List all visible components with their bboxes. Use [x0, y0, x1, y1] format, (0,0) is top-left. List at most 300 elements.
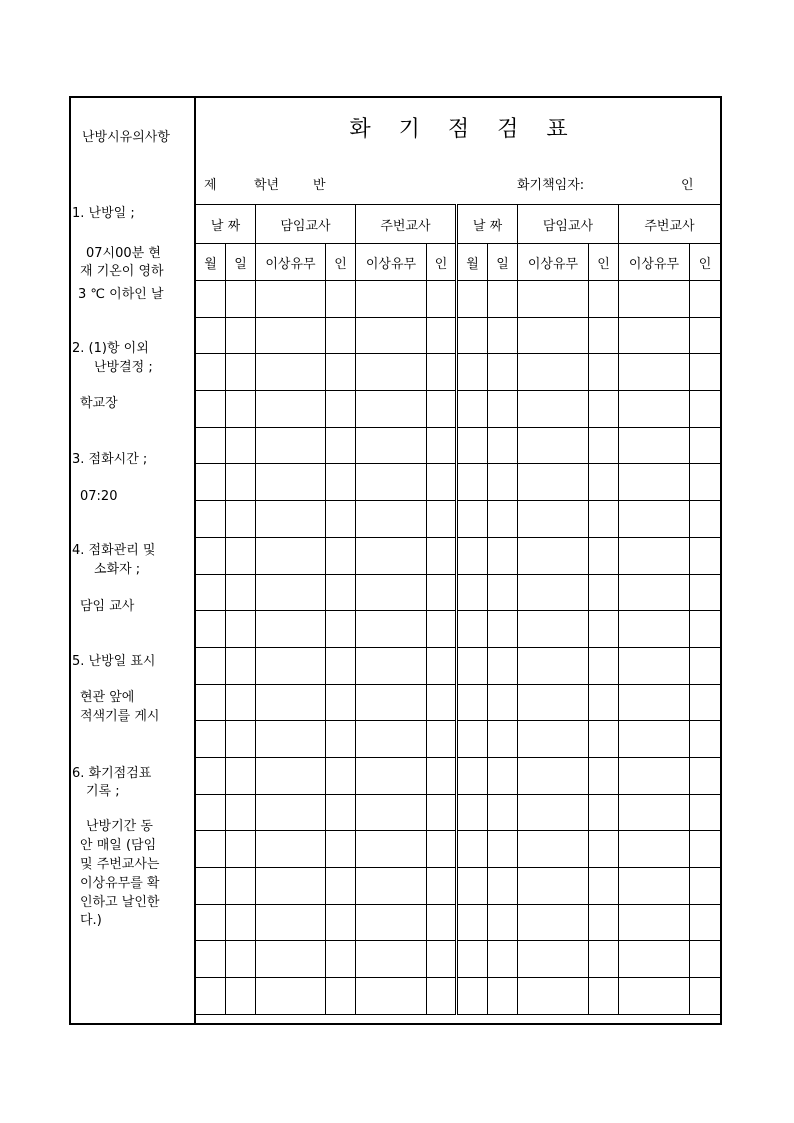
entry-cell[interactable] — [196, 941, 226, 978]
entry-cell[interactable] — [196, 721, 226, 758]
entry-cell[interactable] — [457, 978, 488, 1015]
entry-cell[interactable] — [427, 684, 457, 721]
entry-cell[interactable] — [589, 904, 619, 941]
entry-cell[interactable] — [488, 721, 518, 758]
entry-cell[interactable] — [619, 354, 690, 391]
entry-cell[interactable] — [457, 794, 488, 831]
entry-cell[interactable] — [690, 904, 721, 941]
note-line: 재 기온이 영하 — [80, 264, 164, 279]
entry-cell[interactable] — [226, 354, 256, 391]
note-line: 이상유무를 확 — [80, 876, 160, 891]
entry-cell[interactable] — [427, 464, 457, 501]
sidebar-heading: 난방시유의사항 — [82, 130, 170, 145]
entry-cell[interactable] — [457, 647, 488, 684]
entry-cell[interactable] — [427, 391, 457, 428]
table-row — [196, 941, 721, 978]
seal-header: 인 — [326, 244, 356, 281]
table-row — [196, 317, 721, 354]
entry-cell[interactable] — [518, 868, 589, 905]
entry-cell[interactable] — [226, 684, 256, 721]
entry-cell[interactable] — [326, 868, 356, 905]
entry-cell[interactable] — [457, 537, 488, 574]
entry-cell[interactable] — [356, 354, 427, 391]
entry-cell[interactable] — [256, 904, 326, 941]
entry-cell[interactable] — [226, 647, 256, 684]
entry-cell[interactable] — [488, 501, 518, 538]
entry-cell[interactable] — [356, 647, 427, 684]
entry-cell[interactable] — [690, 941, 721, 978]
entry-cell[interactable] — [196, 464, 226, 501]
entry-cell[interactable] — [619, 391, 690, 428]
entry-cell[interactable] — [196, 391, 226, 428]
entry-cell[interactable] — [326, 281, 356, 318]
entry-cell[interactable] — [690, 757, 721, 794]
entry-cell[interactable] — [427, 427, 457, 464]
entry-cell[interactable] — [326, 501, 356, 538]
entry-cell[interactable] — [226, 537, 256, 574]
entry-cell[interactable] — [196, 427, 226, 464]
entry-cell[interactable] — [488, 574, 518, 611]
entry-cell[interactable] — [488, 868, 518, 905]
entry-cell[interactable] — [427, 868, 457, 905]
note-line: 다.) — [80, 913, 102, 928]
entry-cell[interactable] — [457, 427, 488, 464]
entry-cell[interactable] — [619, 427, 690, 464]
note-line: 안 매일 (담임 — [80, 838, 157, 853]
entry-cell[interactable] — [690, 868, 721, 905]
entry-cell[interactable] — [356, 978, 427, 1015]
entry-cell[interactable] — [518, 317, 589, 354]
entry-cell[interactable] — [457, 317, 488, 354]
status-header: 이상유무 — [256, 244, 326, 281]
entry-cell[interactable] — [518, 647, 589, 684]
entry-cell[interactable] — [256, 574, 326, 611]
table-row — [196, 574, 721, 611]
entry-cell[interactable] — [256, 427, 326, 464]
entry-cell[interactable] — [518, 427, 589, 464]
entry-cell[interactable] — [589, 354, 619, 391]
entry-cell[interactable] — [690, 281, 721, 318]
entry-cell[interactable] — [518, 354, 589, 391]
entry-cell[interactable] — [326, 904, 356, 941]
entry-cell[interactable] — [326, 978, 356, 1015]
entry-cell[interactable] — [356, 757, 427, 794]
note-line: 난방결정 ; — [94, 360, 153, 375]
entry-cell[interactable] — [619, 721, 690, 758]
entry-cell[interactable] — [427, 354, 457, 391]
entry-cell[interactable] — [690, 537, 721, 574]
entry-cell[interactable] — [226, 464, 256, 501]
entry-cell[interactable] — [457, 574, 488, 611]
entry-cell[interactable] — [427, 647, 457, 684]
entry-cell[interactable] — [457, 684, 488, 721]
entry-cell[interactable] — [356, 281, 427, 318]
entry-cell[interactable] — [326, 647, 356, 684]
status-header: 이상유무 — [518, 244, 589, 281]
table-row — [196, 757, 721, 794]
entry-cell[interactable] — [488, 904, 518, 941]
entry-cell[interactable] — [356, 684, 427, 721]
entry-cell[interactable] — [589, 427, 619, 464]
entry-cell[interactable] — [256, 684, 326, 721]
entry-cell[interactable] — [226, 757, 256, 794]
table-row — [196, 354, 721, 391]
entry-cell[interactable] — [518, 684, 589, 721]
note-line: 기록 ; — [86, 784, 120, 799]
entry-cell[interactable] — [196, 794, 226, 831]
entry-cell[interactable] — [518, 537, 589, 574]
entry-cell[interactable] — [690, 391, 721, 428]
entry-cell[interactable] — [619, 537, 690, 574]
entry-cell[interactable] — [356, 794, 427, 831]
entry-cell[interactable] — [457, 941, 488, 978]
entry-cell[interactable] — [356, 501, 427, 538]
entry-cell[interactable] — [518, 574, 589, 611]
entry-cell[interactable] — [457, 757, 488, 794]
entry-cell[interactable] — [457, 464, 488, 501]
day-header: 일 — [488, 244, 518, 281]
entry-cell[interactable] — [196, 831, 226, 868]
entry-cell[interactable] — [589, 684, 619, 721]
entry-cell[interactable] — [326, 611, 356, 648]
form-title: 화 기 점 검 표 — [349, 117, 568, 142]
entry-cell[interactable] — [427, 611, 457, 648]
entry-cell[interactable] — [196, 501, 226, 538]
entry-cell[interactable] — [690, 794, 721, 831]
entry-cell[interactable] — [196, 281, 226, 318]
table-row — [196, 684, 721, 721]
entry-cell[interactable] — [518, 464, 589, 501]
table-row — [196, 501, 721, 538]
entry-cell[interactable] — [256, 281, 326, 318]
entry-cell[interactable] — [488, 684, 518, 721]
entry-cell[interactable] — [427, 831, 457, 868]
entry-cell[interactable] — [427, 757, 457, 794]
entry-cell[interactable] — [518, 831, 589, 868]
note-line: 1. 난방일 ; — [72, 206, 135, 221]
duty-teacher-header: 주번교사 — [619, 205, 721, 244]
note-line: 적색기를 게시 — [80, 709, 160, 724]
entry-cell[interactable] — [356, 427, 427, 464]
entry-cell[interactable] — [256, 721, 326, 758]
note-line: 담임 교사 — [80, 599, 135, 614]
entry-cell[interactable] — [518, 611, 589, 648]
entry-cell[interactable] — [690, 721, 721, 758]
table-row — [196, 904, 721, 941]
seal-header: 인 — [427, 244, 457, 281]
seal-header: 인 — [589, 244, 619, 281]
entry-cell[interactable] — [356, 537, 427, 574]
entry-cell[interactable] — [457, 721, 488, 758]
table-row — [196, 611, 721, 648]
table-row — [196, 537, 721, 574]
entry-cell[interactable] — [619, 831, 690, 868]
entry-cell[interactable] — [619, 317, 690, 354]
entry-cell[interactable] — [589, 574, 619, 611]
entry-cell[interactable] — [518, 757, 589, 794]
entry-cell[interactable] — [326, 427, 356, 464]
table-row — [196, 647, 721, 684]
note-line: 3. 점화시간 ; — [72, 452, 148, 467]
entry-cell[interactable] — [427, 978, 457, 1015]
entry-cell[interactable] — [488, 317, 518, 354]
entry-cell[interactable] — [427, 721, 457, 758]
status-header: 이상유무 — [356, 244, 427, 281]
entry-cell[interactable] — [488, 941, 518, 978]
entry-cell[interactable] — [518, 904, 589, 941]
entry-cell[interactable] — [488, 464, 518, 501]
entry-cell[interactable] — [256, 611, 326, 648]
entry-cell[interactable] — [518, 501, 589, 538]
entry-cell[interactable] — [457, 391, 488, 428]
entry-cell[interactable] — [488, 427, 518, 464]
entry-cell[interactable] — [488, 281, 518, 318]
entry-cell[interactable] — [256, 501, 326, 538]
entry-cell[interactable] — [589, 757, 619, 794]
class-label: 반 — [313, 178, 326, 193]
entry-cell[interactable] — [457, 904, 488, 941]
entry-cell[interactable] — [356, 317, 427, 354]
entry-cell[interactable] — [619, 647, 690, 684]
entry-cell[interactable] — [326, 684, 356, 721]
entry-cell[interactable] — [488, 537, 518, 574]
entry-cell[interactable] — [226, 978, 256, 1015]
status-header: 이상유무 — [619, 244, 690, 281]
entry-cell[interactable] — [589, 501, 619, 538]
entry-cell[interactable] — [589, 794, 619, 831]
entry-cell[interactable] — [326, 537, 356, 574]
entry-cell[interactable] — [619, 574, 690, 611]
entry-cell[interactable] — [226, 611, 256, 648]
entry-cell[interactable] — [457, 354, 488, 391]
entry-cell[interactable] — [356, 904, 427, 941]
entry-cell[interactable] — [226, 831, 256, 868]
entry-cell[interactable] — [427, 904, 457, 941]
seal-header: 인 — [690, 244, 721, 281]
date-header: 날 짜 — [457, 205, 518, 244]
entry-cell[interactable] — [196, 574, 226, 611]
entry-cell[interactable] — [196, 317, 226, 354]
entry-cell[interactable] — [427, 574, 457, 611]
entry-cell[interactable] — [690, 317, 721, 354]
table-row — [196, 831, 721, 868]
entry-cell[interactable] — [427, 501, 457, 538]
entry-cell[interactable] — [226, 501, 256, 538]
note-line: 인하고 날인한 — [80, 895, 160, 910]
month-header: 월 — [457, 244, 488, 281]
entry-cell[interactable] — [196, 537, 226, 574]
manager-seal-label: 인 — [681, 178, 694, 193]
entry-cell[interactable] — [226, 868, 256, 905]
entry-cell[interactable] — [619, 794, 690, 831]
table-row — [196, 978, 721, 1015]
entry-cell[interactable] — [356, 831, 427, 868]
entry-cell[interactable] — [326, 721, 356, 758]
entry-cell[interactable] — [356, 941, 427, 978]
table-row — [196, 391, 721, 428]
note-line: 난방기간 동 — [86, 819, 153, 834]
entry-cell[interactable] — [589, 978, 619, 1015]
table-row — [196, 464, 721, 501]
entry-cell[interactable] — [488, 611, 518, 648]
entry-cell[interactable] — [589, 391, 619, 428]
entry-cell[interactable] — [457, 831, 488, 868]
note-line: 6. 화기점검표 — [72, 766, 152, 781]
entry-cell[interactable] — [589, 464, 619, 501]
entry-cell[interactable] — [619, 868, 690, 905]
entry-cell[interactable] — [326, 354, 356, 391]
entry-cell[interactable] — [589, 868, 619, 905]
entry-cell[interactable] — [690, 501, 721, 538]
homeroom-teacher-header: 담임교사 — [518, 205, 619, 244]
entry-cell[interactable] — [256, 354, 326, 391]
entry-cell[interactable] — [226, 574, 256, 611]
entry-cell[interactable] — [326, 941, 356, 978]
entry-cell[interactable] — [356, 391, 427, 428]
entry-cell[interactable] — [356, 721, 427, 758]
entry-cell[interactable] — [226, 794, 256, 831]
entry-cell[interactable] — [619, 978, 690, 1015]
entry-cell[interactable] — [256, 391, 326, 428]
entry-cell[interactable] — [488, 647, 518, 684]
entry-cell[interactable] — [619, 464, 690, 501]
entry-cell[interactable] — [518, 978, 589, 1015]
entry-cell[interactable] — [488, 757, 518, 794]
entry-cell[interactable] — [690, 427, 721, 464]
entry-cell[interactable] — [326, 574, 356, 611]
entry-cell[interactable] — [356, 611, 427, 648]
entry-cell[interactable] — [589, 611, 619, 648]
manager-label: 화기책임자: — [517, 178, 585, 193]
note-line: 07:20 — [80, 489, 118, 504]
entry-cell[interactable] — [457, 281, 488, 318]
entry-cell[interactable] — [226, 721, 256, 758]
entry-cell[interactable] — [457, 868, 488, 905]
entry-cell[interactable] — [256, 464, 326, 501]
table-row — [196, 281, 721, 318]
entry-cell[interactable] — [326, 464, 356, 501]
entry-cell[interactable] — [518, 721, 589, 758]
day-header: 일 — [226, 244, 256, 281]
entry-cell[interactable] — [488, 794, 518, 831]
entry-cell[interactable] — [326, 831, 356, 868]
entry-cell[interactable] — [488, 978, 518, 1015]
date-header: 날 짜 — [196, 205, 256, 244]
entry-cell[interactable] — [589, 831, 619, 868]
entry-cell[interactable] — [589, 537, 619, 574]
entry-cell[interactable] — [256, 537, 326, 574]
entry-cell[interactable] — [690, 978, 721, 1015]
entry-cell[interactable] — [256, 868, 326, 905]
entry-cell[interactable] — [356, 464, 427, 501]
entry-cell[interactable] — [196, 904, 226, 941]
entry-cell[interactable] — [589, 941, 619, 978]
note-line: 3 ℃ 이하인 날 — [78, 287, 164, 302]
entry-cell[interactable] — [326, 757, 356, 794]
entry-cell[interactable] — [226, 904, 256, 941]
entry-cell[interactable] — [589, 647, 619, 684]
entry-cell[interactable] — [196, 868, 226, 905]
note-line: 5. 난방일 표시 — [72, 654, 156, 669]
entry-cell[interactable] — [256, 941, 326, 978]
entry-cell[interactable] — [226, 281, 256, 318]
entry-cell[interactable] — [427, 317, 457, 354]
entry-cell[interactable] — [619, 684, 690, 721]
entry-cell[interactable] — [589, 281, 619, 318]
entry-cell[interactable] — [427, 281, 457, 318]
entry-cell[interactable] — [196, 757, 226, 794]
entry-cell[interactable] — [457, 501, 488, 538]
entry-cell[interactable] — [427, 537, 457, 574]
entry-cell[interactable] — [619, 941, 690, 978]
entry-cell[interactable] — [690, 831, 721, 868]
entry-cell[interactable] — [690, 611, 721, 648]
entry-cell[interactable] — [518, 391, 589, 428]
entry-cell[interactable] — [326, 317, 356, 354]
entry-cell[interactable] — [196, 611, 226, 648]
inspection-table — [195, 204, 721, 1015]
entry-cell[interactable] — [619, 757, 690, 794]
entry-cell[interactable] — [427, 941, 457, 978]
entry-cell[interactable] — [256, 647, 326, 684]
entry-cell[interactable] — [690, 684, 721, 721]
entry-cell[interactable] — [226, 317, 256, 354]
note-line: 및 주번교사는 — [80, 857, 160, 872]
note-line: 현관 앞에 — [80, 690, 135, 705]
entry-cell[interactable] — [518, 794, 589, 831]
entry-cell[interactable] — [518, 281, 589, 318]
entry-cell[interactable] — [226, 391, 256, 428]
entry-cell[interactable] — [619, 904, 690, 941]
entry-cell[interactable] — [326, 794, 356, 831]
note-line: 소화자 ; — [94, 562, 141, 577]
entry-cell[interactable] — [326, 391, 356, 428]
entry-cell[interactable] — [356, 868, 427, 905]
entry-cell[interactable] — [256, 317, 326, 354]
entry-cell[interactable] — [619, 611, 690, 648]
entry-cell[interactable] — [196, 978, 226, 1015]
entry-cell[interactable] — [457, 611, 488, 648]
entry-cell[interactable] — [256, 978, 326, 1015]
month-header: 월 — [196, 244, 226, 281]
entry-cell[interactable] — [488, 391, 518, 428]
table-row — [196, 427, 721, 464]
table-row — [196, 794, 721, 831]
note-line: 4. 점화관리 및 — [72, 543, 156, 558]
entry-cell[interactable] — [256, 757, 326, 794]
entry-cell[interactable] — [488, 354, 518, 391]
entry-cell[interactable] — [256, 831, 326, 868]
entry-cell[interactable] — [226, 427, 256, 464]
entry-cell[interactable] — [690, 647, 721, 684]
entry-cell[interactable] — [619, 501, 690, 538]
entry-cell[interactable] — [690, 574, 721, 611]
entry-cell[interactable] — [589, 317, 619, 354]
entry-cell[interactable] — [256, 794, 326, 831]
entry-cell[interactable] — [226, 941, 256, 978]
entry-cell[interactable] — [690, 464, 721, 501]
entry-cell[interactable] — [427, 794, 457, 831]
entry-cell[interactable] — [356, 574, 427, 611]
entry-cell[interactable] — [196, 354, 226, 391]
entry-cell[interactable] — [196, 647, 226, 684]
entry-cell[interactable] — [619, 281, 690, 318]
entry-cell[interactable] — [589, 721, 619, 758]
entry-cell[interactable] — [518, 941, 589, 978]
entry-cell[interactable] — [196, 684, 226, 721]
entry-cell[interactable] — [690, 354, 721, 391]
entry-cell[interactable] — [488, 831, 518, 868]
